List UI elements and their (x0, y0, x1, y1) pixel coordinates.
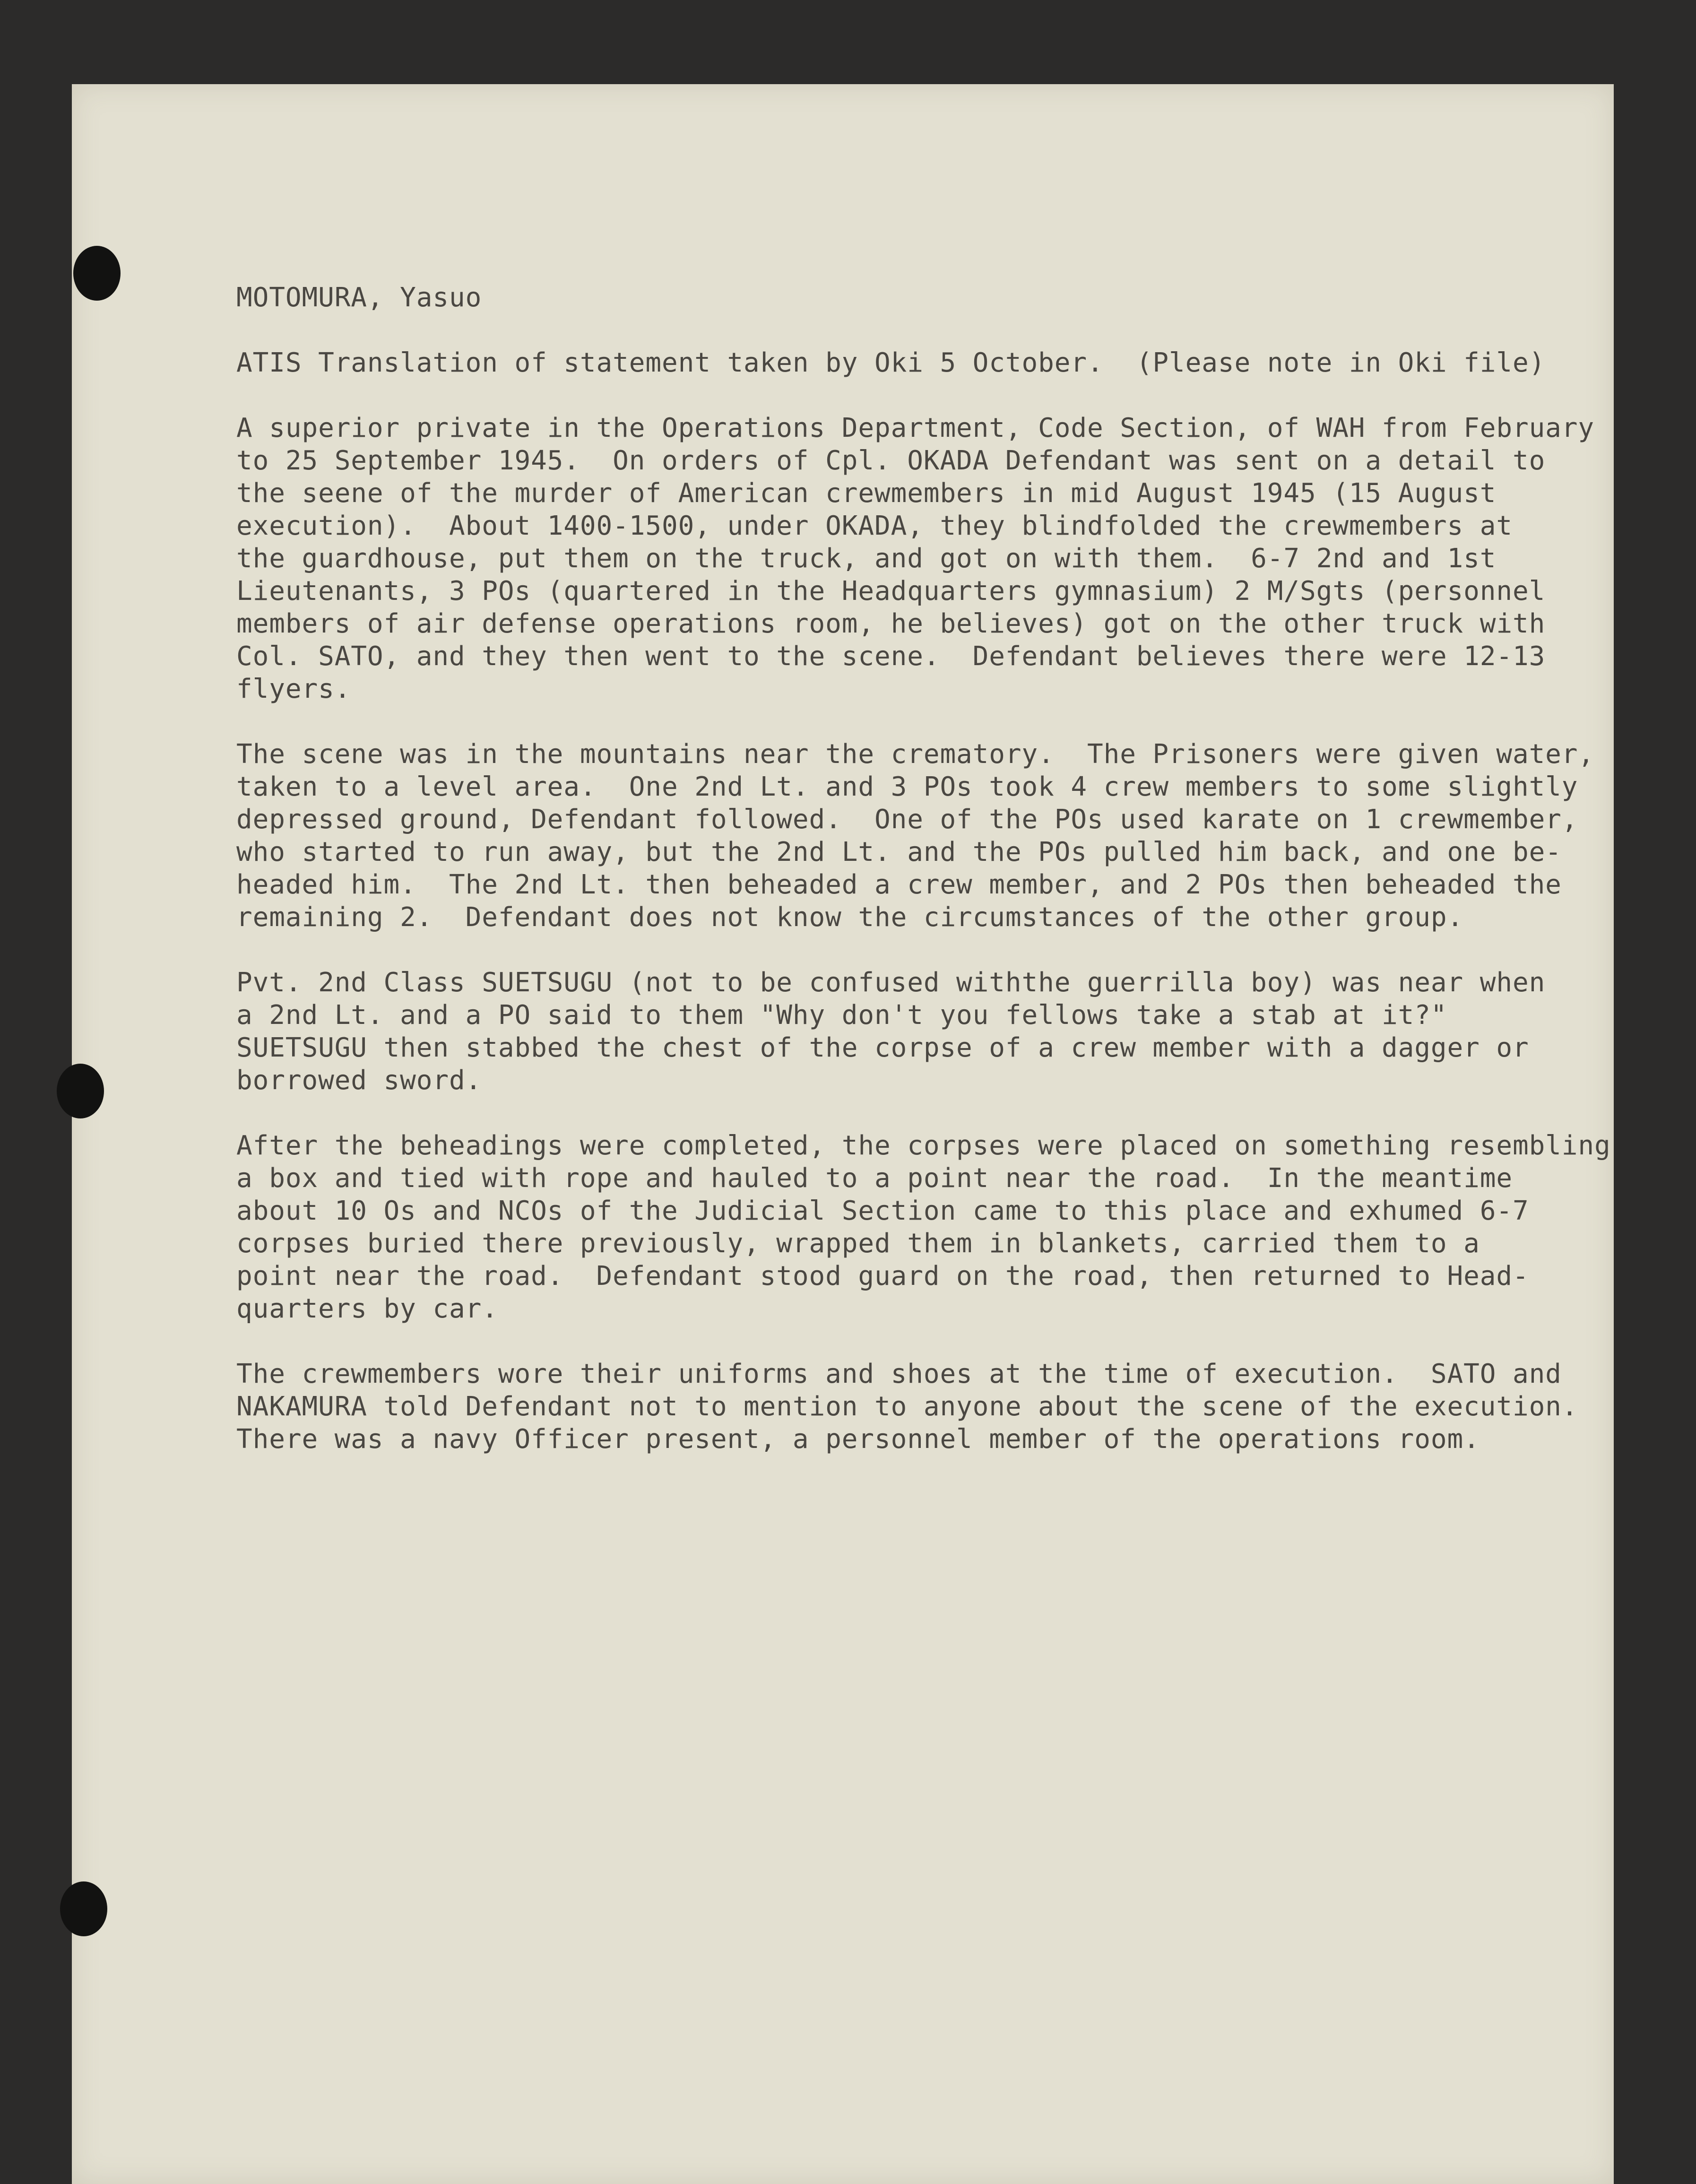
document-subheading: ATIS Translation of statement taken by Oki 5 October. (Please note in Oki file) (236, 347, 1546, 378)
paragraph-line: the seene of the murder of American crewmembers in mid August 1945 (15 August (236, 478, 1497, 509)
line-gap (236, 934, 1598, 966)
paragraph-line: a box and tied with rope and hauled to a point near the road. In the meantime (236, 1163, 1513, 1194)
paragraph-5 (236, 1358, 1598, 1456)
paragraph-line: execution). About 1400-1500, under OKADA, they blindfolded the crewmembers at (236, 511, 1513, 541)
paragraph-line: taken to a level area. One 2nd Lt. and 3 POs took 4 crew members to some slightly (236, 771, 1578, 802)
punch-hole-middle (57, 1064, 104, 1118)
paragraph-1 (236, 412, 1598, 705)
paragraph-line: A superior private in the Operations Department, Code Section, of WAH from February (236, 413, 1595, 443)
line-gap (236, 1097, 1598, 1129)
paragraph-line: Col. SATO, and they then went to the scene. Defendant believes there were 12-13 (236, 641, 1546, 672)
paragraph-line: the guardhouse, put them on the truck, and got on with them. 6-7 2nd and 1st (236, 543, 1497, 574)
paragraph-3 (236, 966, 1598, 1097)
punch-hole-bottom (60, 1881, 107, 1936)
paragraph-line: depressed ground, Defendant followed. One of the POs used karate on 1 crewmember, (236, 804, 1578, 835)
paragraph-line: Pvt. 2nd Class SUETSUGU (not to be confused withthe guerrilla boy) was near when (236, 967, 1546, 998)
paragraph-line: There was a navy Officer present, a personnel member of the operations room. (236, 1424, 1480, 1455)
paragraph-line: Lieutenants, 3 POs (quartered in the Headquarters gymnasium) 2 M/Sgts (personnel (236, 576, 1546, 607)
paragraph-line: flyers. (236, 674, 351, 704)
line-gap (236, 1325, 1598, 1358)
paragraph-line: to 25 September 1945. On orders of Cpl. OKADA Defendant was sent on a detail to (236, 445, 1546, 476)
paragraph-line: point near the road. Defendant stood guard on the road, then returned to Head- (236, 1261, 1529, 1291)
paragraph-line: After the beheadings were completed, the corpses were placed on something resembling (236, 1130, 1611, 1161)
paragraph-4 (236, 1129, 1611, 1325)
paragraph-line: about 10 Os and NCOs of the Judicial Section came to this place and exhumed 6-7 (236, 1196, 1529, 1226)
paragraph-line: quarters by car. (236, 1293, 498, 1324)
paragraph-line: corpses buried there previously, wrapped them in blankets, carried them to a (236, 1228, 1480, 1259)
paragraph-line: The scene was in the mountains near the crematory. The Prisoners were given water, (236, 739, 1595, 770)
line-gap (236, 705, 1598, 738)
typed-document (236, 281, 1611, 1456)
paragraph-line: headed him. The 2nd Lt. then beheaded a crew member, and 2 POs then beheaded the (236, 869, 1562, 900)
paragraph-line: The crewmembers wore their uniforms and shoes at the time of execution. SATO and (236, 1359, 1562, 1389)
paragraph-line: a 2nd Lt. and a PO said to them "Why don't you fellows take a stab at it?" (236, 1000, 1447, 1031)
paragraph-line: members of air defense operations room, he believes) got on the other truck with (236, 608, 1546, 639)
punch-hole-top (73, 246, 121, 301)
paragraph-line: remaining 2. Defendant does not know the circumstances of the other group. (236, 902, 1464, 933)
paragraph-2 (236, 738, 1598, 934)
paragraph-line: NAKAMURA told Defendant not to mention to anyone about the scene of the execution. (236, 1391, 1578, 1422)
line-gap (236, 314, 1598, 347)
line-gap (236, 379, 1598, 412)
document-heading: MOTOMURA, Yasuo (236, 282, 482, 313)
paragraph-line: who started to run away, but the 2nd Lt. and the POs pulled him back, and one be- (236, 837, 1562, 867)
paragraph-line: borrowed sword. (236, 1065, 482, 1096)
paragraph-line: SUETSUGU then stabbed the chest of the corpse of a crew member with a dagger or (236, 1032, 1529, 1063)
